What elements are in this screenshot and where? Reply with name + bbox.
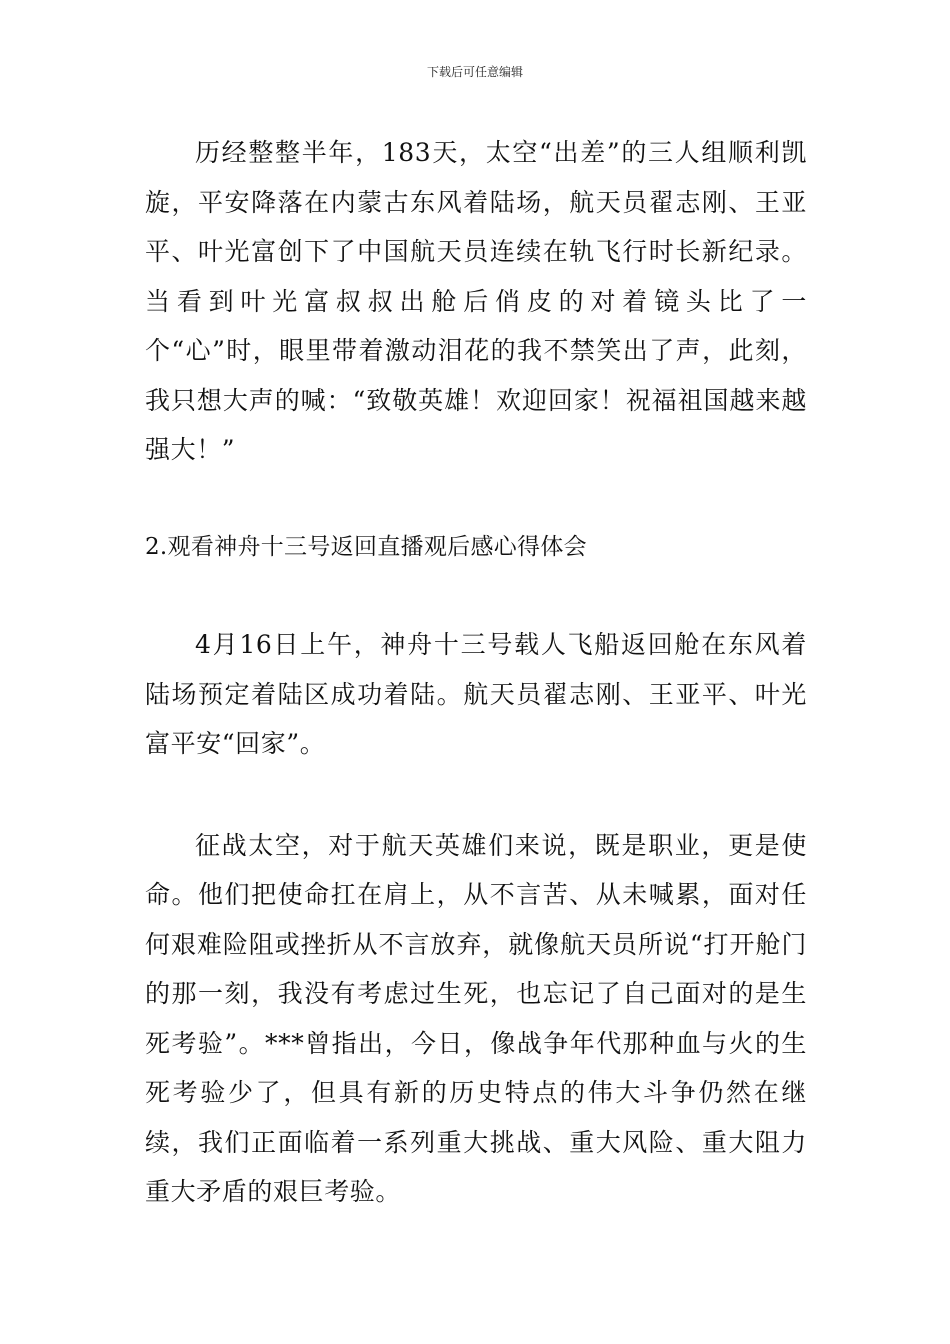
spacer: [145, 769, 807, 821]
spacer: [145, 572, 807, 620]
page-header: 下载后可任意编辑: [426, 65, 523, 79]
section-heading: 2.观看神舟十三号返回直播观后感心得体会: [145, 533, 587, 560]
paragraph-1: 历经整整半年，183天，太空“出差”的三人组顺利凯旋，平安降落在内蒙古东风着陆场，航天员翟志刚、王亚平、叶光富创下了中国航天员连续在轨飞行时长新纪录。当看到叶光富叔叔出舱后俏皮的对着镜头比了一个“心”时，眼里带着激动泪花的我不禁笑出了声，此刻，我只想大声的喊：“致敬英雄！欢迎回家！祝福祖国越来越强大！”: [145, 138, 807, 464]
document-body: [145, 128, 807, 1217]
paragraph-3: 征战太空，对于航天英雄们来说，既是职业，更是使命。他们把使命扛在肩上，从不言苦、从未喊累，面对任何艰难险阻或挫折从不言放弃，就像航天员所说“打开舱门的那一刻，我没有考虑过生死，也忘记了自己面对的是生死考验”。***曾指出，今日，像战争年代那种血与火的生死考验少了，但具有新的历史特点的伟大斗争仍然在继续，我们正面临着一系列重大挑战、重大风险、重大阻力重大矛盾的艰巨考验。: [145, 830, 807, 1206]
paragraph-2: 4月16日上午，神舟十三号载人飞船返回舱在东风着陆场预定着陆区成功着陆。航天员翟志刚、王亚平、叶光富平安“回家”。: [145, 630, 807, 758]
spacer: [145, 475, 807, 523]
